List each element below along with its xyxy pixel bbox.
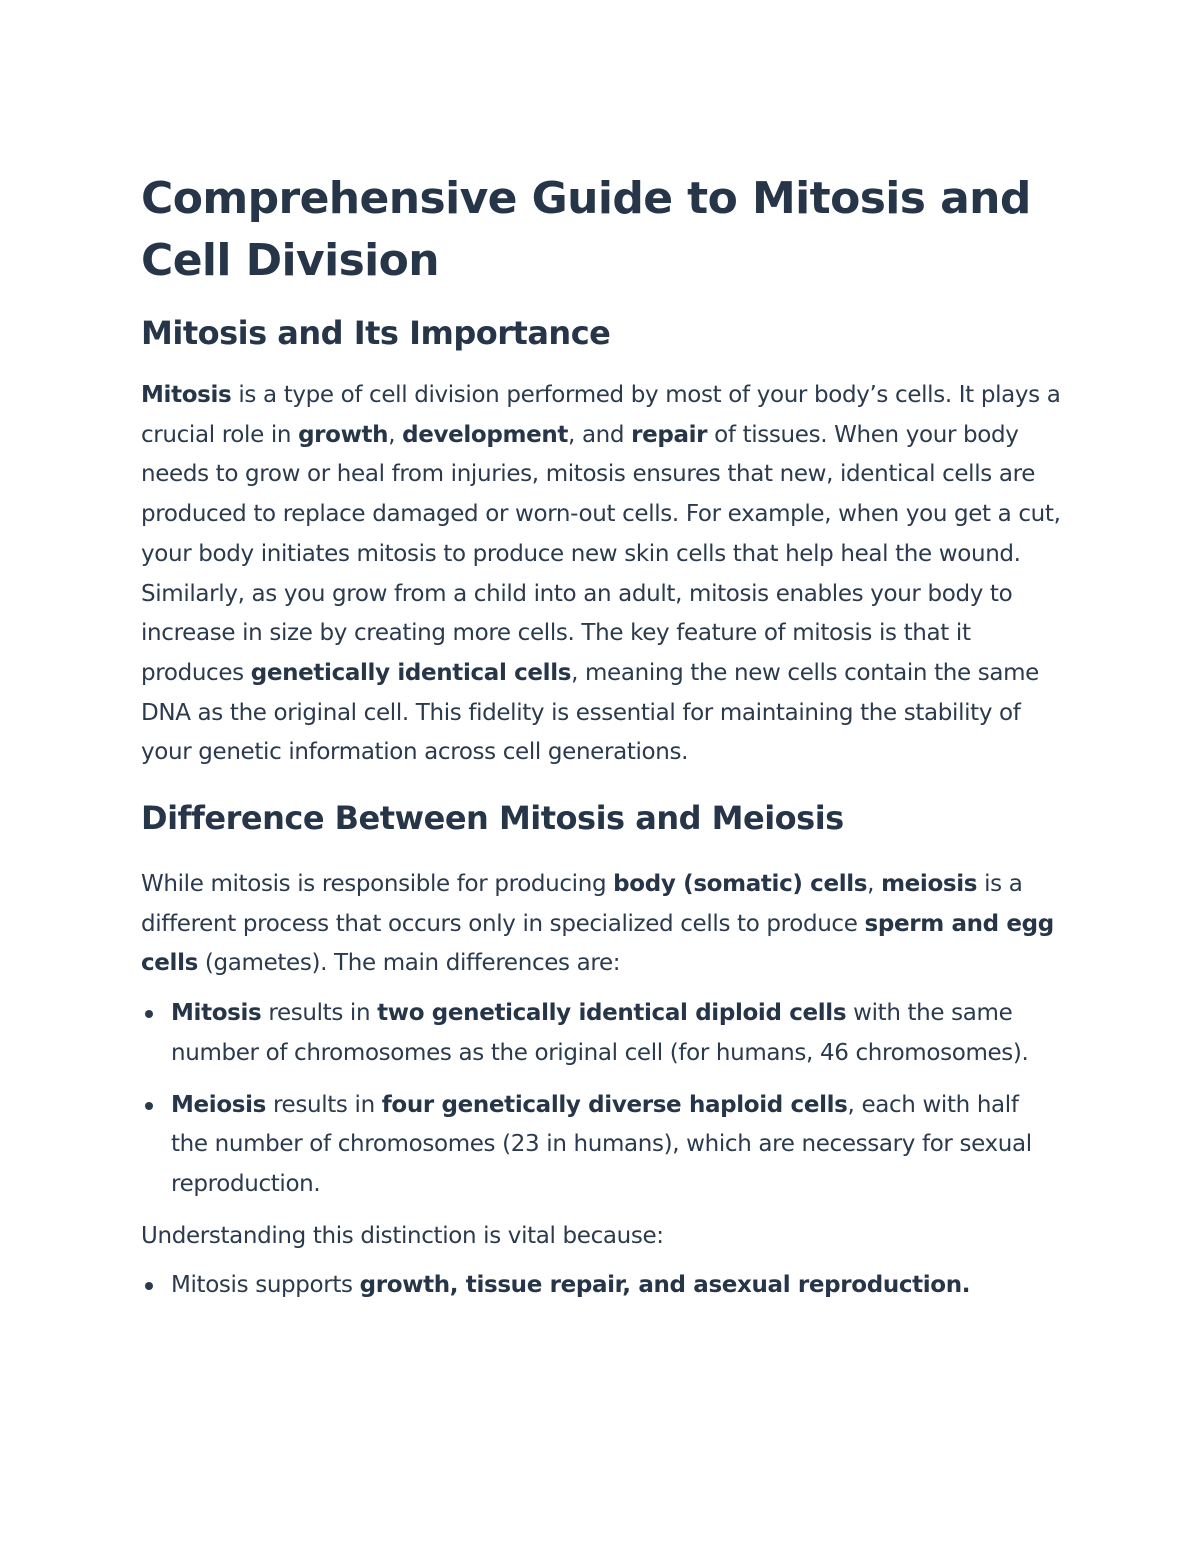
bold-text: development: [402, 421, 569, 448]
document-page: [141, 168, 1061, 1318]
importance-list: [141, 1266, 1061, 1306]
differences-list: [141, 994, 1061, 1205]
bold-text: sperm and egg cells: [141, 910, 1054, 977]
bold-text: Mitosis: [171, 1000, 262, 1027]
bold-text: meiosis: [881, 871, 978, 898]
bullet-icon: [145, 1282, 153, 1290]
section-heading-difference: Difference Between Mitosis and Meiosis: [141, 799, 844, 838]
list-item: [141, 1266, 1061, 1306]
list-item: [141, 994, 1061, 1073]
bold-text: growth, tissue repair, and asexual reproduction.: [359, 1272, 971, 1299]
bold-text: genetically identical cells: [250, 659, 572, 686]
text-run: is a different process that occurs only in specialized cells to produce: [141, 871, 1023, 937]
list-item: [141, 1086, 1061, 1205]
bold-text: growth: [298, 421, 389, 448]
text-run: , and: [568, 421, 632, 448]
bullet-icon: [145, 1102, 153, 1110]
text-run: , meaning the new cells contain the same DNA as the original cell. This fidelity is essential for maintaining the stability of your genetic information across cell generations.: [141, 659, 1039, 766]
text-run: While mitosis is responsible for producing: [141, 871, 614, 898]
document-title: Comprehensive Guide to Mitosis and Cell Division: [141, 173, 1031, 286]
text-run: Mitosis supports: [171, 1272, 360, 1299]
bold-text: body (somatic) cells: [613, 871, 868, 898]
bold-text: four genetically diverse haploid cells: [381, 1091, 848, 1118]
bold-text: Meiosis: [171, 1091, 266, 1118]
section-heading-importance: Mitosis and Its Importance: [141, 314, 611, 352]
paragraph-mitosis-importance: [141, 376, 1061, 773]
text-run: is a type of cell division performed by most of your body’s cells. It plays a crucial role in: [141, 382, 1061, 448]
text-run: of tissues. When your body needs to grow or heal from injuries, mitosis ensures that new, identical cells are produced to replace damaged or worn-out cells. For example, when you get a cut, your body initiates mitosis to produce new skin cells that help heal the wound. Similarly, as you grow from a child into an adult, mitosis enables your body to increase in size by creating more cells. The key feature of mitosis is that it produces: [141, 421, 1061, 686]
text-run: ,: [867, 871, 882, 898]
text-run: (gametes). The main differences are:: [197, 950, 621, 977]
text-run: results in: [266, 1091, 382, 1118]
bold-text: repair: [631, 421, 708, 448]
text-run: , each with half the number of chromosomes (23 in humans), which are necessary for sexual reproduction.: [171, 1091, 1032, 1197]
text-run: with the same number of chromosomes as the original cell (for humans, 46 chromosomes).: [171, 1000, 1029, 1066]
paragraph-understanding: Understanding this distinction is vital because:: [141, 1222, 664, 1249]
bold-text: Mitosis: [141, 382, 232, 408]
bold-text: two genetically identical diploid cells: [377, 1000, 847, 1027]
text-run: ,: [388, 421, 403, 448]
text-run: results in: [261, 1000, 378, 1027]
paragraph-mitosis-vs-meiosis: [141, 865, 1061, 984]
bullet-icon: [145, 1010, 153, 1018]
